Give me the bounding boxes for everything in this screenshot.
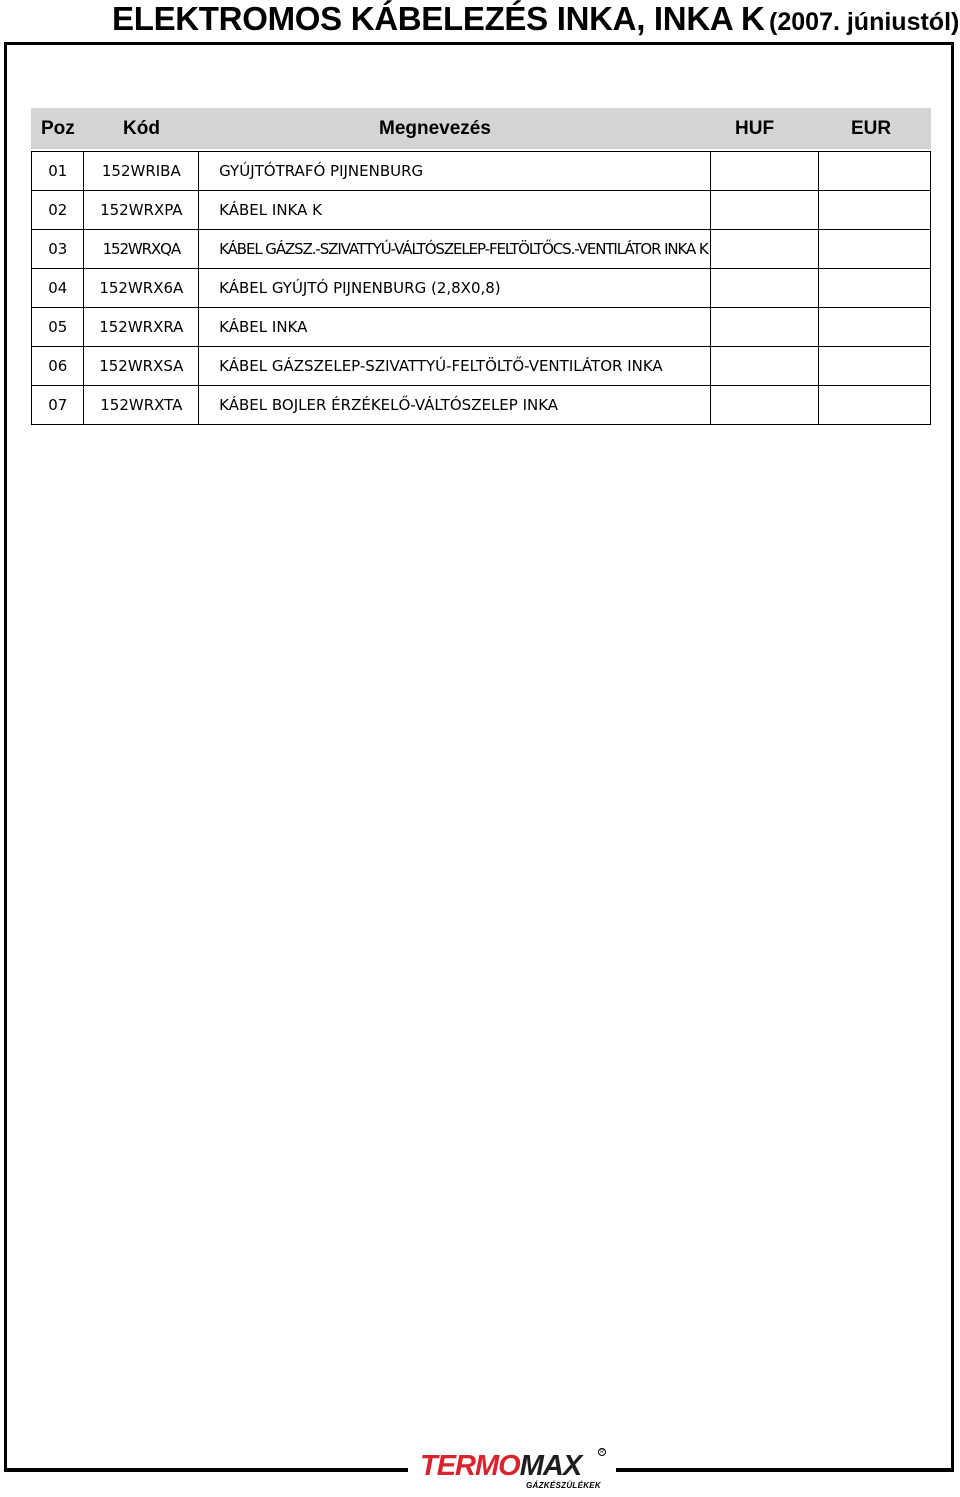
cell-megnevezes: KÁBEL BOJLER ÉRZÉKELŐ-VÁLTÓSZELEP INKA [199, 386, 711, 425]
table-header [31, 108, 931, 149]
cell-eur [818, 308, 930, 347]
cell-poz: 04 [32, 269, 84, 308]
cell-huf [710, 230, 818, 269]
frame-bottom-right [616, 1468, 954, 1472]
table-row [32, 347, 931, 386]
cell-kod: 152WRIBA [84, 152, 199, 191]
cell-eur [818, 269, 930, 308]
termomax-logo [418, 1448, 618, 1494]
cell-eur [818, 191, 930, 230]
logo-subtitle: GÁZKÉSZÜLÉKEK [526, 1481, 602, 1490]
cell-kod: 152WRXPA [84, 191, 199, 230]
frame-bottom-left [4, 1468, 408, 1472]
cell-poz: 06 [32, 347, 84, 386]
cell-megnevezes: KÁBEL GÁZSZELEP-SZIVATTYÚ-FELTÖLTŐ-VENTILÁTOR INKA [199, 347, 711, 386]
cell-huf [710, 269, 818, 308]
cell-eur [818, 152, 930, 191]
page-title-subtitle: (2007. júniustól) [769, 8, 960, 36]
logo-wordmark [420, 1450, 581, 1483]
parts-table [31, 151, 931, 425]
header-poz: Poz [41, 118, 75, 139]
cell-poz: 07 [32, 386, 84, 425]
cell-huf [710, 386, 818, 425]
cell-huf [710, 191, 818, 230]
cell-poz: 02 [32, 191, 84, 230]
cell-megnevezes: GYÚJTÓTRAFÓ PIJNENBURG [199, 152, 711, 191]
table-row [32, 269, 931, 308]
cell-eur [818, 347, 930, 386]
table-row [32, 191, 931, 230]
page-title-main: ELEKTROMOS KÁBELEZÉS INKA, INKA K [112, 0, 765, 37]
cell-megnevezes: KÁBEL INKA K [199, 191, 711, 230]
registered-icon: R [598, 1448, 606, 1456]
cell-poz: 03 [32, 230, 84, 269]
cell-poz: 05 [32, 308, 84, 347]
cell-kod: 152WRXRA [84, 308, 199, 347]
cell-megnevezes: KÁBEL GÁZSZ.-SZIVATTYÚ-VÁLTÓSZELEP-FELTÖLTŐCS.-VENTILÁTOR INKA K [199, 230, 711, 269]
table-row [32, 386, 931, 425]
table-row [32, 152, 931, 191]
logo-part-max: MAX [519, 1450, 582, 1482]
cell-megnevezes: KÁBEL GYÚJTÓ PIJNENBURG (2,8X0,8) [199, 269, 711, 308]
header-huf: HUF [735, 118, 775, 139]
cell-huf [710, 152, 818, 191]
cell-kod: 152WRXTA [84, 386, 199, 425]
cell-megnevezes: KÁBEL INKA [199, 308, 711, 347]
cell-eur [818, 386, 930, 425]
table-row [32, 230, 931, 269]
cell-kod: 152WRXSA [84, 347, 199, 386]
page-title [112, 0, 959, 40]
cell-kod: 152WRXQA [84, 230, 199, 269]
cell-eur [818, 230, 930, 269]
header-kod: Kód [123, 118, 160, 139]
header-megnevezes: Megnevezés [379, 118, 491, 139]
cell-huf [710, 347, 818, 386]
cell-kod: 152WRX6A [84, 269, 199, 308]
cell-poz: 01 [32, 152, 84, 191]
header-eur: EUR [851, 118, 892, 139]
logo-part-termo: TERMO [420, 1450, 520, 1482]
cell-huf [710, 308, 818, 347]
table-row [32, 308, 931, 347]
